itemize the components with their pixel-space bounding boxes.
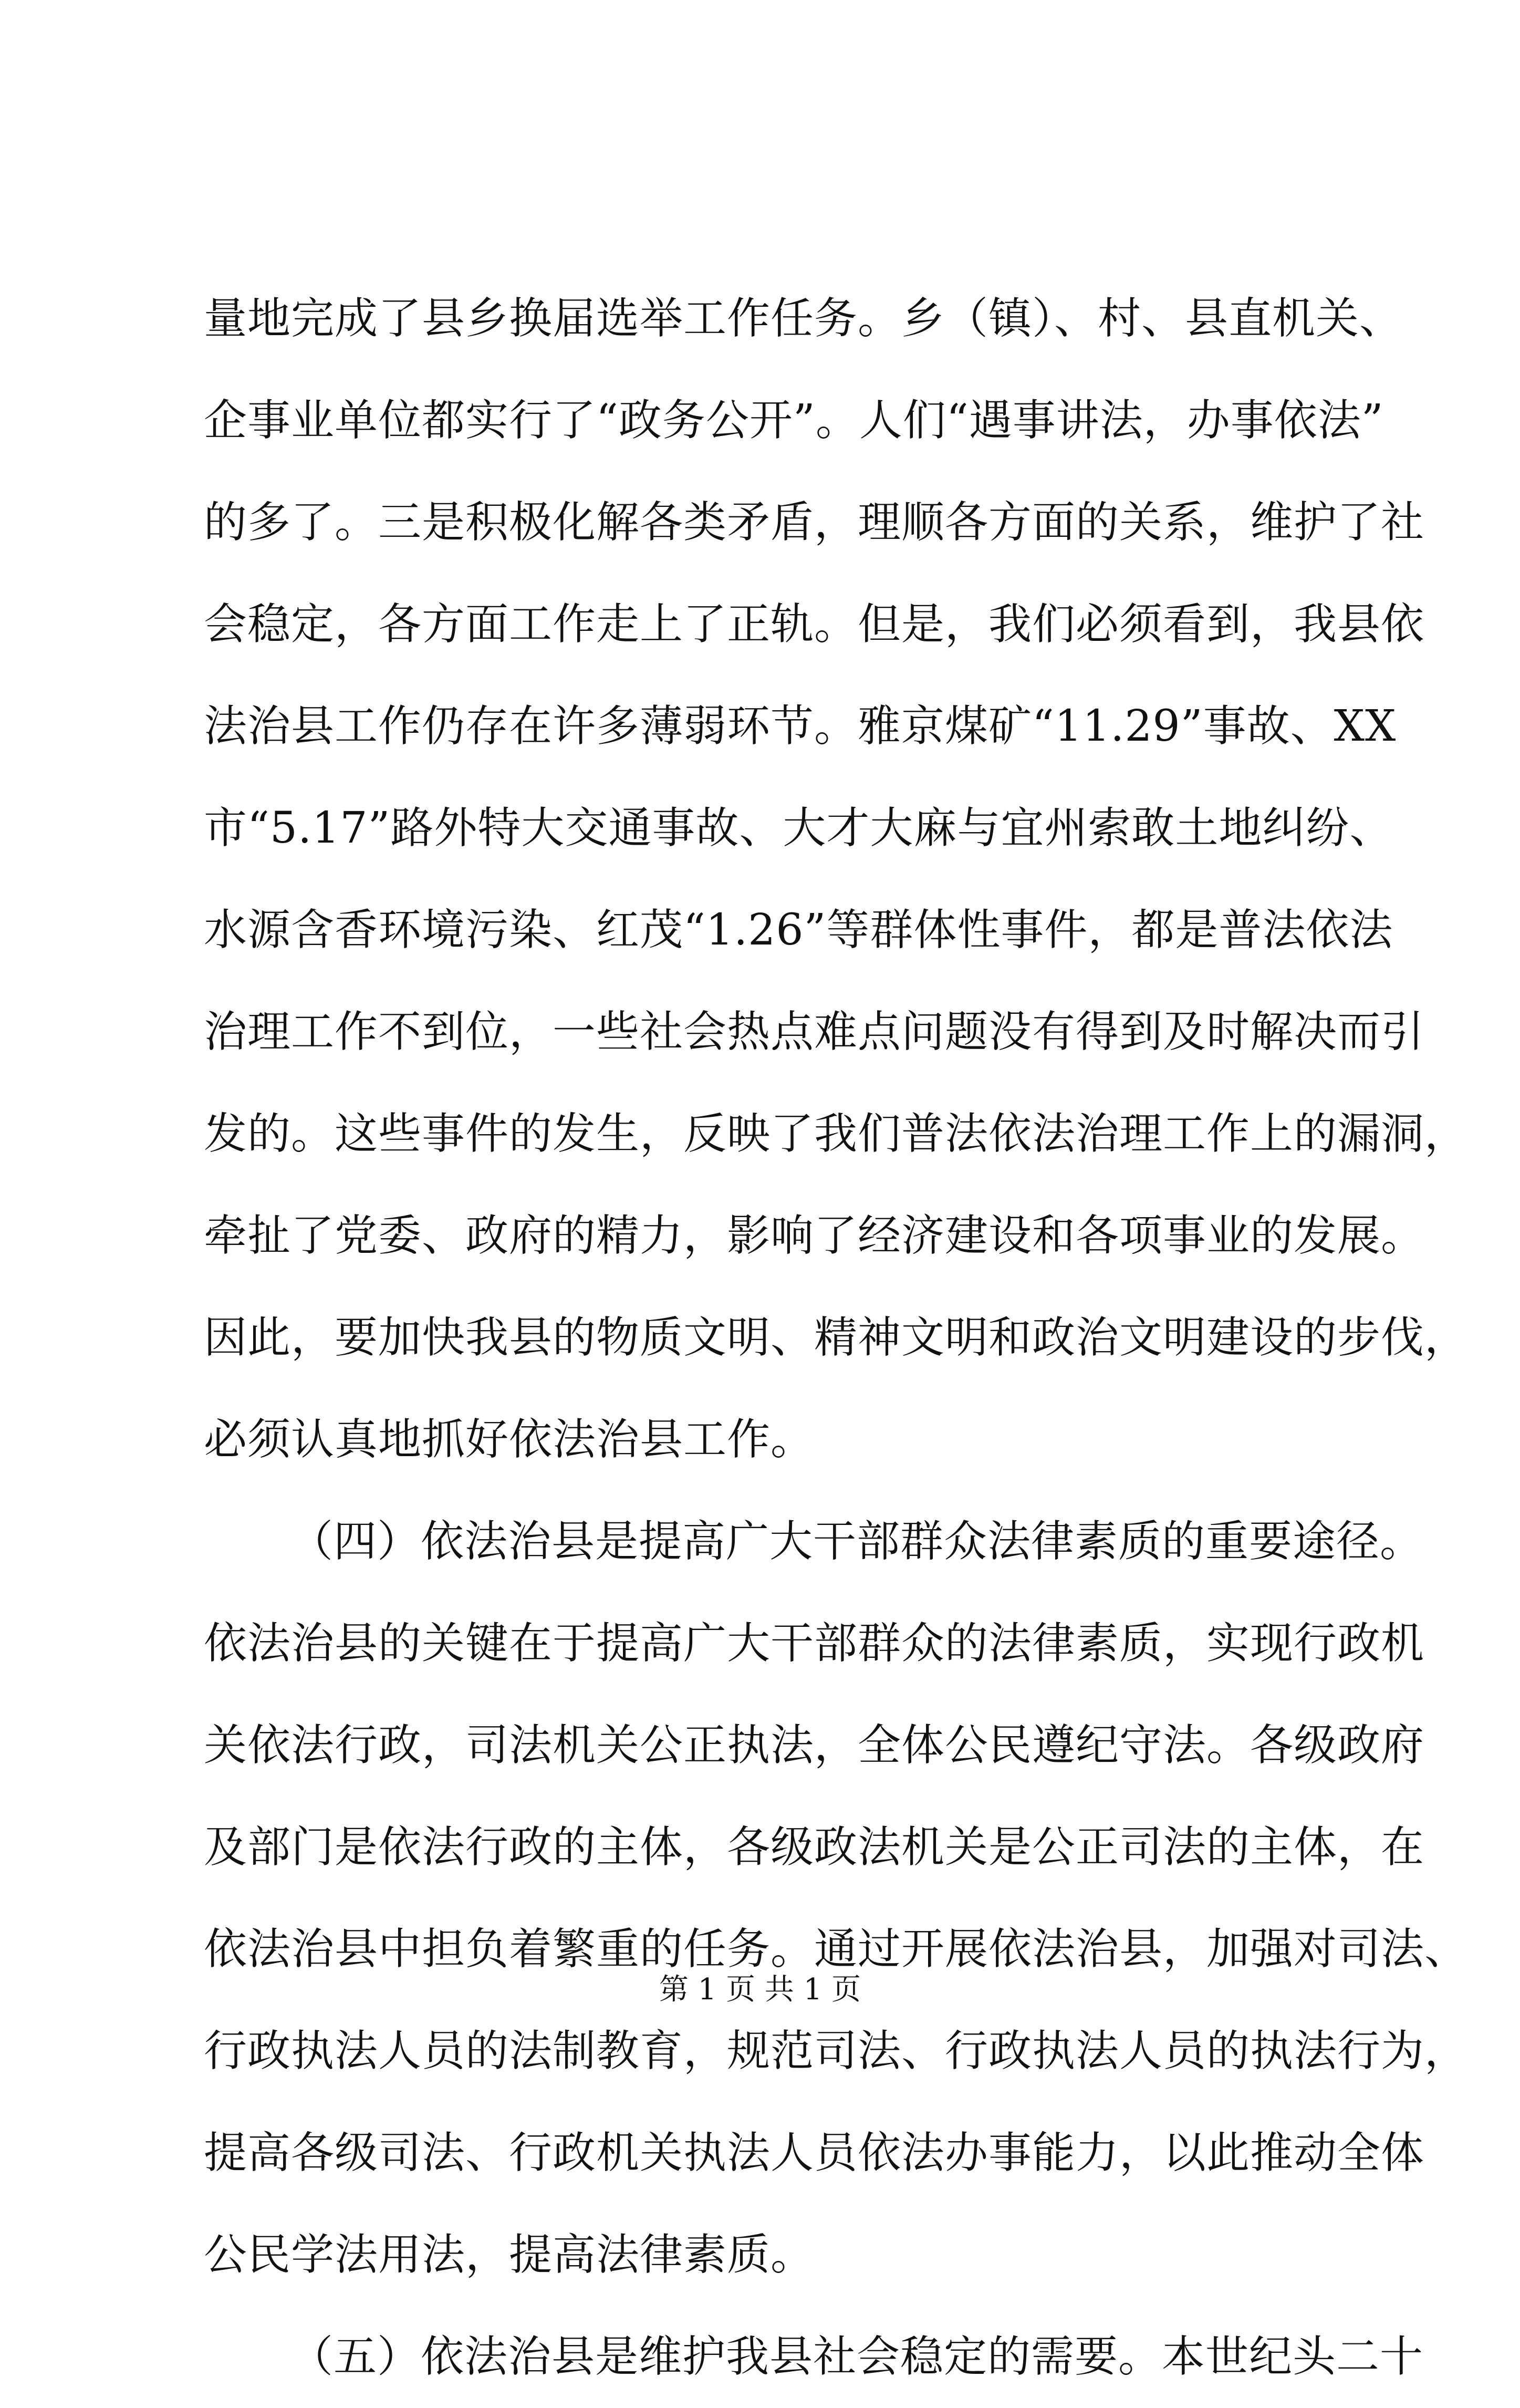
text-line: 及部门是依法行政的主体，各级政法机关是公正司法的主体，在 xyxy=(204,1822,1425,1872)
text-line: 治理工作不到位，一些社会热点难点问题没有得到及时解决而引 xyxy=(204,1007,1425,1057)
text-line: 依法治县的关键在于提高广大干部群众的法律素质，实现行政机 xyxy=(204,1618,1425,1668)
text-line: （五）依法治县是维护我县社会稳定的需要。本世纪头二十 xyxy=(290,2332,1424,2382)
text-line: 法治县工作仍存在许多薄弱环节。雅京煤矿“11.29”事故、XX xyxy=(204,701,1397,751)
text-line: 行政执法人员的法制教育，规范司法、行政执法人员的执法行为， xyxy=(204,2026,1469,2076)
text-line: 因此，要加快我县的物质文明、精神文明和政治文明建设的步伐， xyxy=(204,1313,1469,1363)
text-line: 牵扯了党委、政府的精力，影响了经济建设和各项事业的发展。 xyxy=(204,1211,1425,1261)
text-line: 提高各级司法、行政机关执法人员依法办事能力，以此推动全体 xyxy=(204,2128,1425,2178)
text-line: 发的。这些事件的发生，反映了我们普法依法治理工作上的漏洞， xyxy=(204,1109,1469,1159)
text-line: 必须认真地抓好依法治县工作。 xyxy=(204,1415,815,1465)
text-line: 量地完成了县乡换届选举工作任务。乡（镇）、村、县直机关、 xyxy=(204,294,1403,344)
text-line: 的多了。三是积极化解各类矛盾，理顺各方面的关系，维护了社 xyxy=(204,497,1425,547)
text-line: （四）依法治县是提高广大干部群众法律素质的重要途径。 xyxy=(290,1517,1424,1566)
text-line: 企事业单位都实行了“政务公开”。人们“遇事讲法，办事依法” xyxy=(204,396,1384,445)
text-line: 公民学法用法，提高法律素质。 xyxy=(204,2230,815,2280)
text-line: 依法治县中担负着繁重的任务。通过开展依法治县，加强对司法、 xyxy=(204,1924,1469,1974)
text-line: 水源含香环境污染、红茂“1.26”等群体性事件，都是普法依法 xyxy=(204,905,1393,955)
page-footer: 第 1 页 共 1 页 xyxy=(659,1973,861,2007)
text-line: 市“5.17”路外特大交通事故、大才大麻与宜州索敢土地纠纷、 xyxy=(204,803,1393,853)
text-line: 关依法行政，司法机关公正执法，全体公民遵纪守法。各级政府 xyxy=(204,1720,1425,1770)
text-line: 会稳定，各方面工作走上了正轨。但是，我们必须看到，我县依 xyxy=(204,599,1425,649)
document-body xyxy=(204,268,1469,2408)
